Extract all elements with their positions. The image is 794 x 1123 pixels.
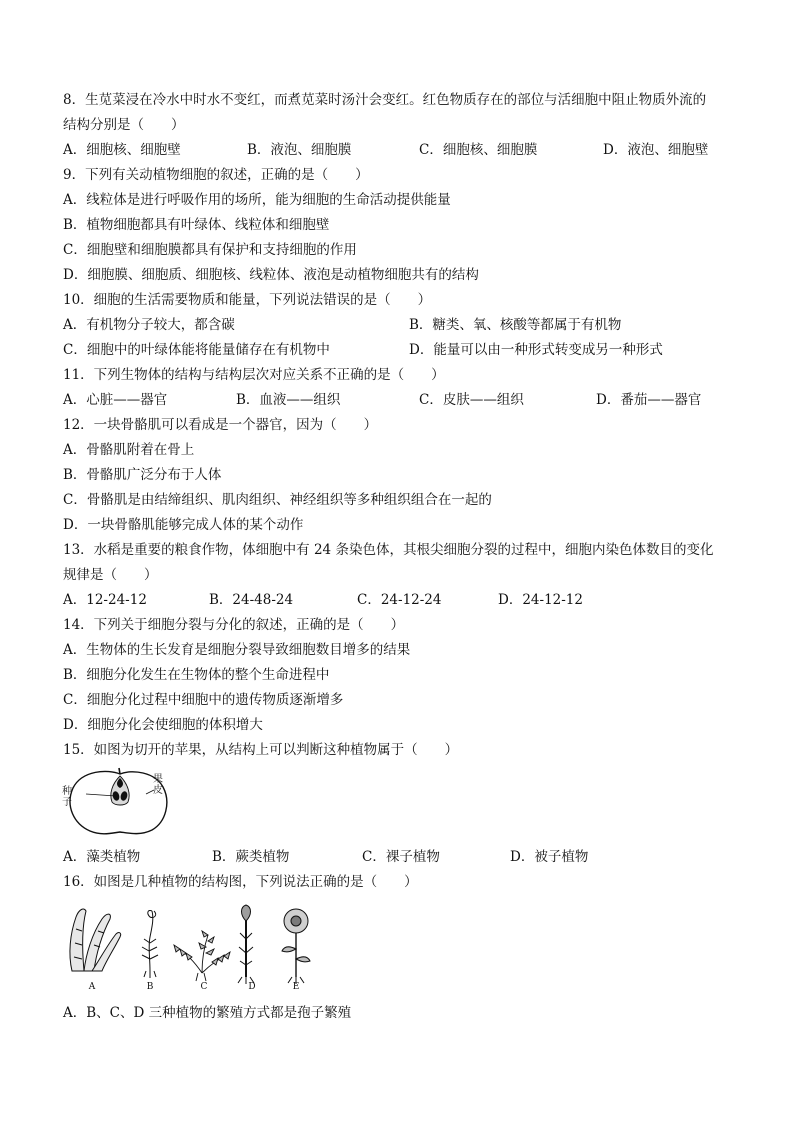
q9-option-c: C．细胞壁和细胞膜都具有保护和支持细胞的作用: [63, 242, 357, 258]
q8-option-a: A．细胞核、细胞壁: [63, 142, 181, 158]
plant-label-d: D: [248, 982, 256, 991]
q11-stem: 11．下列生物体的结构与结构层次对应关系不正确的是（ ）: [63, 367, 445, 383]
q11-option-a: A．心脏——器官: [63, 392, 168, 408]
q11-option-c: C．皮肤——组织: [419, 392, 524, 408]
q10-stem: 10．细胞的生活需要物质和能量，下列说法错误的是（ ）: [63, 292, 432, 308]
label-peel: 果皮: [153, 774, 163, 796]
q8-option-d: D．液泡、细胞壁: [603, 142, 709, 158]
plant-label-b: B: [146, 982, 154, 991]
q12-option-a: A．骨骼肌附着在骨上: [63, 442, 195, 458]
q11-option-b: B．血液——组织: [236, 392, 341, 408]
plant-structures-figure: [62, 899, 324, 991]
q14-option-d: D．细胞分化会使细胞的体积增大: [63, 717, 263, 733]
q14-option-c: C．细胞分化过程中细胞中的遗传物质逐渐增多: [63, 692, 344, 708]
q10-option-d: D．能量可以由一种形式转变成另一种形式: [409, 342, 663, 358]
q13-option-c: C．24-12-24: [357, 592, 442, 608]
q10-option-c: C．细胞中的叶绿体能将能量储存在有机物中: [63, 342, 330, 358]
q15-option-b: B．蕨类植物: [212, 849, 290, 865]
q14-stem: 14．下列关于细胞分裂与分化的叙述，正确的是（ ）: [63, 617, 405, 633]
plant-e-flower: [282, 909, 310, 984]
q13-stem-line2: 规律是（ ）: [63, 567, 158, 583]
q15-option-d: D．被子植物: [510, 849, 589, 865]
q13-option-d: D．24-12-12: [498, 592, 583, 608]
q12-option-d: D．一块骨骼肌能够完成人体的某个动作: [63, 517, 304, 533]
q16-option-a: A．B、C、D 三种植物的繁殖方式都是孢子繁殖: [63, 1005, 352, 1021]
q9-option-a: A．线粒体是进行呼吸作用的场所，能为细胞的生命活动提供能量: [63, 192, 451, 208]
q13-stem-line1: 13．水稻是重要的粮食作物，体细胞中有 24 条染色体，其根尖细胞分裂的过程中，细胞内染色体数目的变化: [63, 542, 714, 558]
q9-stem: 9．下列有关动植物细胞的叙述，正确的是（ ）: [63, 167, 369, 183]
plant-label-e: E: [292, 982, 300, 991]
q8-option-c: C．细胞核、细胞膜: [419, 142, 538, 158]
q15-option-c: C．裸子植物: [362, 849, 440, 865]
q12-stem: 12．一块骨骼肌可以看成是一个器官，因为（ ）: [63, 417, 378, 433]
q12-option-b: B．骨骼肌广泛分布于人体: [63, 467, 222, 483]
q13-option-b: B．24-48-24: [209, 592, 294, 608]
q9-option-d: D．细胞膜、细胞质、细胞核、线粒体、液泡是动植物细胞共有的结构: [63, 267, 479, 283]
q8-stem-line2: 结构分别是（ ）: [63, 117, 185, 133]
q16-stem: 16．如图是几种植物的结构图，下列说法正确的是（ ）: [63, 874, 418, 890]
q14-option-b: B．细胞分化发生在生物体的整个生命进程中: [63, 667, 330, 683]
plant-d-stem: [238, 905, 254, 984]
q8-stem-line1: 8．生苋菜浸在冷水中时水不变红，而煮苋菜时汤汁会变红。红色物质存在的部位与活细胞中阻止物质外流的: [63, 92, 707, 108]
plant-label-a: A: [88, 982, 96, 991]
q9-option-b: B．植物细胞都具有叶绿体、线粒体和细胞壁: [63, 217, 330, 233]
q10-option-a: A．有机物分子较大，都含碳: [63, 317, 235, 333]
q15-stem: 15．如图为切开的苹果，从结构上可以判断这种植物属于（ ）: [63, 742, 459, 758]
q8-option-b: B．液泡、细胞膜: [247, 142, 352, 158]
label-seed: 种子: [62, 786, 72, 808]
plant-label-c: C: [200, 982, 208, 991]
q10-option-b: B．糖类、氧、核酸等都属于有机物: [409, 317, 622, 333]
q15-option-a: A．藻类植物: [63, 849, 141, 865]
plant-c-fern: [174, 931, 230, 981]
q14-option-a: A．生物体的生长发育是细胞分裂导致细胞数目增多的结果: [63, 642, 411, 658]
q12-option-c: C．骨骼肌是由结缔组织、肌肉组织、神经组织等多种组织组合在一起的: [63, 492, 492, 508]
plant-b-moss: [142, 910, 158, 978]
q13-option-a: A．12-24-12: [63, 592, 147, 608]
plant-a-algae: [70, 909, 121, 971]
q11-option-d: D．番茄——器官: [596, 392, 702, 408]
